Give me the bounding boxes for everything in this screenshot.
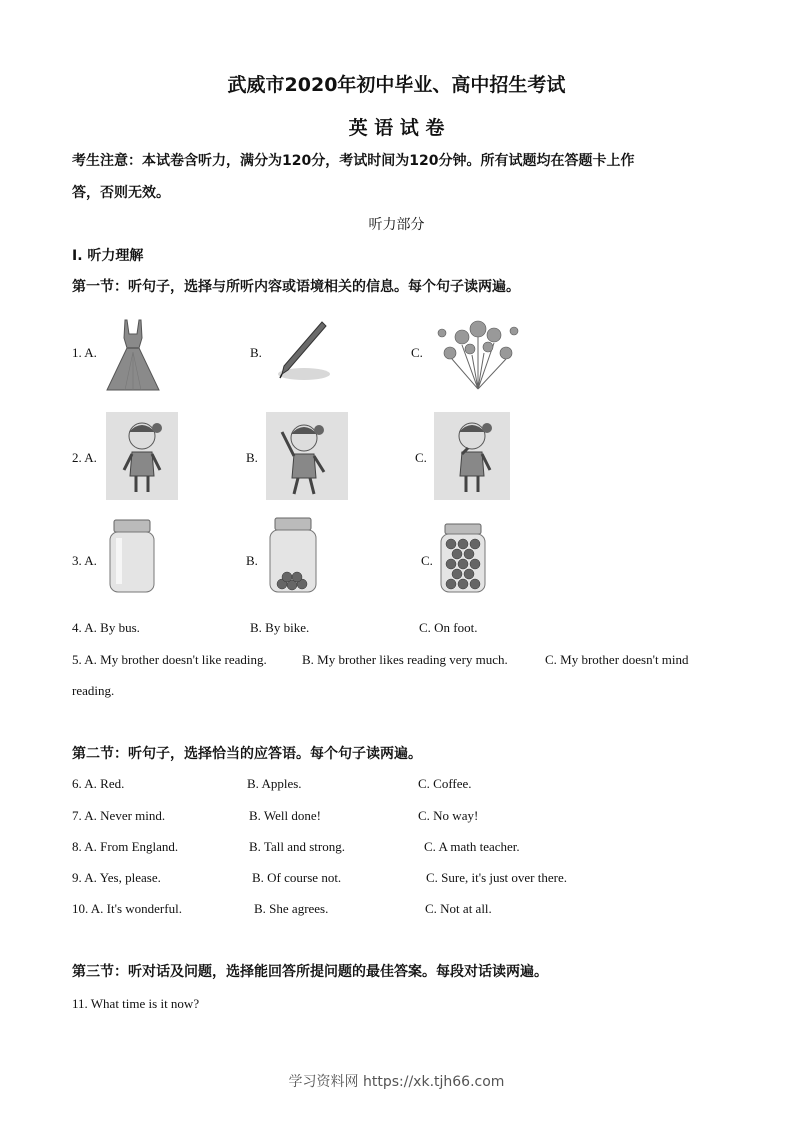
exam-title: 武威市2020年初中毕业、高中招生考试 <box>227 74 566 96</box>
q6-option-c: C. Coffee. <box>418 776 472 791</box>
pen-picture <box>268 318 334 384</box>
q9-option-b: B. Of course not. <box>252 870 342 885</box>
section1-title: 第一节：听句子，选择与所听内容或语境相关的信息。每个句子读两遍。 <box>72 279 520 295</box>
q5-option-c: C. My brother doesn't mind <box>545 652 689 667</box>
q9-option-c: C. Sure, it's just over there. <box>426 870 567 885</box>
jar-full-candies-picture <box>437 522 489 594</box>
q4-option-c: C. On foot. <box>419 620 478 635</box>
girl-standing-picture <box>106 412 178 500</box>
q5-option-c-continued: reading. <box>72 683 115 698</box>
notice-line-1: 考生注意：本试卷含听力，满分为120分，考试时间为120分钟。所有试题均在答题卡上作 <box>72 153 635 169</box>
q4-option-a: 4. A. By bus. <box>72 620 140 635</box>
q2-option-a: 2. A. <box>72 450 97 465</box>
exam-subtitle: 英 语 试 卷 <box>348 117 445 139</box>
q6-option-b: B. Apples. <box>247 776 302 791</box>
girl-waving-picture <box>266 412 348 500</box>
q1-option-b: B. <box>250 345 262 360</box>
q7-option-c: C. No way! <box>418 808 479 823</box>
girl-hand-on-chin-picture <box>434 412 510 500</box>
section2-title: 第二节：听句子，选择恰当的应答语。每个句子读两遍。 <box>72 746 422 762</box>
q6-option-a: 6. A. Red. <box>72 776 125 791</box>
q7-option-b: B. Well done! <box>249 808 322 823</box>
dress-picture <box>105 318 161 394</box>
q3-option-a: 3. A. <box>72 553 97 568</box>
listening-heading: 听力部分 <box>368 217 425 233</box>
footer-watermark: 学习资料网 https://xk.tjh66.com <box>288 1074 505 1090</box>
q9-option-a: 9. A. Yes, please. <box>72 870 161 885</box>
q5-option-b: B. My brother likes reading very much. <box>302 652 508 667</box>
section3-title: 第三节：听对话及问题，选择能回答所提问题的最佳答案。每段对话读两遍。 <box>72 964 548 980</box>
q3-option-c: C. <box>421 553 433 568</box>
part1-title: I. 听力理解 <box>72 248 144 264</box>
empty-jar-picture <box>106 518 158 594</box>
notice-line-2: 答，否则无效。 <box>72 185 170 201</box>
q8-option-c: C. A math teacher. <box>424 839 520 854</box>
q4-option-b: B. By bike. <box>250 620 310 635</box>
q1-option-c: C. <box>411 345 423 360</box>
jar-few-candies-picture <box>266 516 320 594</box>
q7-option-a: 7. A. Never mind. <box>72 808 166 823</box>
q10-option-a: 10. A. It's wonderful. <box>72 901 182 916</box>
q2-option-c: C. <box>415 450 427 465</box>
q2-option-b: B. <box>246 450 258 465</box>
q1-option-a: 1. A. <box>72 345 97 360</box>
q8-option-a: 8. A. From England. <box>72 839 179 854</box>
q8-option-b: B. Tall and strong. <box>249 839 345 854</box>
q11-question: 11. What time is it now? <box>72 996 200 1011</box>
q3-option-b: B. <box>246 553 258 568</box>
q5-option-a: 5. A. My brother doesn't like reading. <box>72 652 267 667</box>
flowers-picture <box>432 315 524 391</box>
q10-option-b: B. She agrees. <box>254 901 329 916</box>
q10-option-c: C. Not at all. <box>425 901 492 916</box>
